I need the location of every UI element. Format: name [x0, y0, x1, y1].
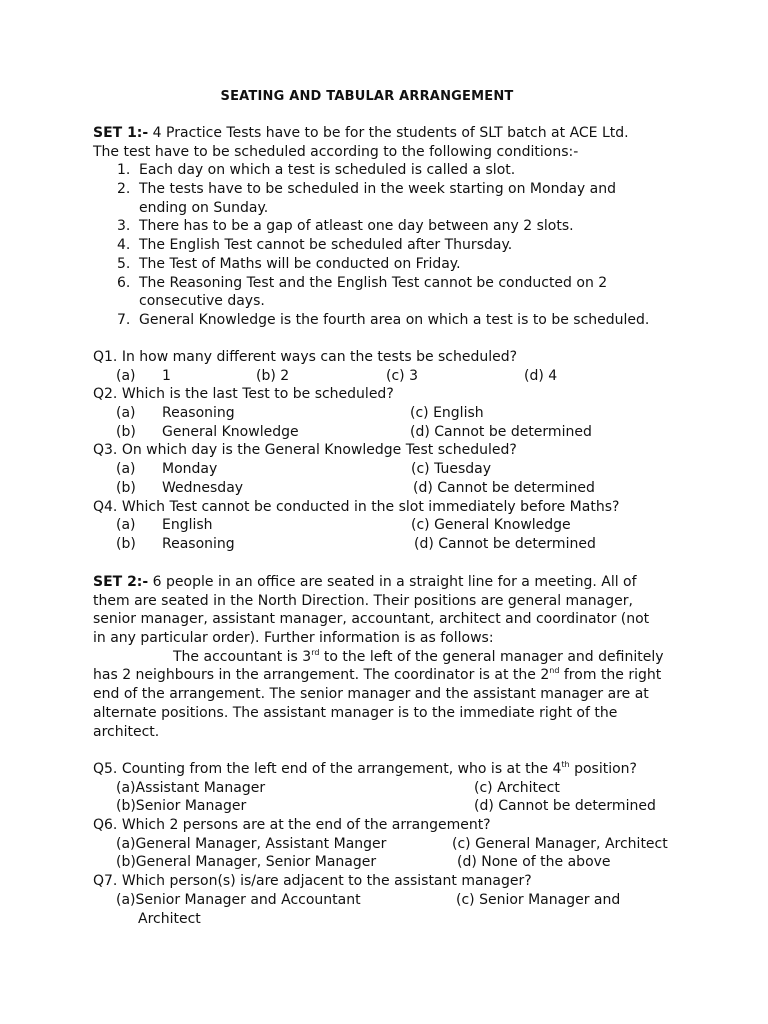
condition-item: 7. General Knowledge is the fourth area on which a test is to be scheduled. — [117, 311, 650, 328]
q4-option-b: Reasoning — [162, 535, 235, 552]
set1-section — [93, 124, 693, 330]
q1-options — [93, 367, 693, 386]
page-title: SEATING AND TABULAR ARRANGEMENT — [220, 89, 514, 104]
q3-options-row2: (b) Wednesday (d) Cannot be determined — [116, 479, 595, 496]
q3-options-row1: (a) Monday (c) Tuesday — [116, 461, 492, 478]
q1-option-d: (d) 4 — [524, 367, 558, 384]
q3-option-b: Wednesday — [162, 479, 244, 496]
q6-option-a: (a)General Manager, Assistant Manger — [116, 835, 387, 852]
q4-option-c: (c) General Knowledge — [411, 517, 571, 534]
question-q6: Q6. Which 2 persons are at the end of the arrangement? — [93, 817, 491, 834]
q1-option-a: 1 — [162, 367, 171, 384]
q1-option-b: (b) 2 — [256, 367, 290, 384]
q2-option-b: General Knowledge — [162, 423, 299, 440]
set1-intro-2: The test have to be scheduled according to the following conditions:- — [93, 143, 579, 160]
conditions-list — [93, 161, 693, 329]
q1-option-c: (c) 3 — [386, 367, 418, 384]
set1-label: SET 1:- — [93, 125, 149, 141]
q5-options-row1 — [93, 779, 693, 798]
q2-options-row2: (b) General Knowledge (d) Cannot be determined — [116, 423, 592, 440]
q4-option-a: English — [162, 517, 213, 534]
q6-option-d: (d) None of the above — [457, 854, 611, 871]
condition-item: 1. Each day on which a test is scheduled is called a slot. — [117, 162, 516, 179]
set2-section: SET 2:- 6 people in an office are seated in a straight line for a meeting. All of them are seated in the North Direction. Their positions are general manager, senior manager, assistant manager, accountant, architect and coordinator (not in any particular order). Further information is as follows: The accountant is 3rd to the left of the general manager and definitely has 2 neighbours in the arrangement. The coordinator is at the 2nd from the right end of the arrangement. The senior manager and the assistant manager are at alternate positions. The assistant manager is to the immediate right of the architect. — [93, 573, 693, 741]
q5-option-a: (a)Assistant Manager — [116, 779, 266, 796]
set2-label: SET 2:- — [93, 574, 149, 590]
condition-item: 4. The English Test cannot be scheduled after Thursday. — [117, 237, 513, 254]
q3-option-a: Monday — [162, 461, 218, 478]
condition-item: 5. The Test of Maths will be conducted on Friday. — [117, 255, 461, 272]
q6-option-b: (b)General Manager, Senior Manager — [116, 854, 377, 871]
question-q3: Q3. On which day is the General Knowledge Test scheduled? — [93, 442, 517, 459]
q2-option-d: (d) Cannot be determined — [410, 423, 592, 440]
set2-questions — [93, 760, 693, 928]
q2-option-c: (c) English — [410, 405, 484, 422]
q7-option-a: (a)Senior Manager and Accountant — [116, 891, 361, 908]
question-q5: Q5. Counting from the left end of the arrangement, who is at the 4th position? — [93, 760, 637, 777]
q4-option-d: (d) Cannot be determined — [414, 535, 596, 552]
q5-option-d: (d) Cannot be determined — [474, 798, 656, 815]
q3-option-c: (c) Tuesday — [411, 461, 492, 478]
q5-option-b: (b)Senior Manager — [116, 798, 247, 815]
q6-options-row2 — [93, 853, 693, 872]
condition-item: 6. The Reasoning Test and the English Test cannot be conducted on 2 consecutive days. — [117, 274, 608, 310]
set1-questions — [93, 348, 693, 554]
question-q4: Q4. Which Test cannot be conducted in the slot immediately before Maths? — [93, 498, 620, 515]
q7-options-row2 — [93, 910, 693, 929]
q2-option-a: Reasoning — [162, 405, 235, 422]
q7-option-a-cont: Architect — [138, 910, 201, 927]
set2-info: The accountant is 3rd to the left of the general manager and definitely — [173, 647, 664, 665]
question-q7: Q7. Which person(s) is/are adjacent to the assistant manager? — [93, 873, 532, 890]
q6-option-c: (c) General Manager, Architect — [452, 835, 668, 852]
question-q2: Q2. Which is the last Test to be scheduled? — [93, 386, 394, 403]
q1-option-a-key: (a) — [116, 367, 136, 384]
condition-item: 3. There has to be a gap of atleast one day between any 2 slots. — [117, 218, 574, 235]
condition-item: 2. The tests have to be scheduled in the week starting on Monday and ending on Sunday. — [117, 181, 616, 216]
q5-options-row2 — [93, 797, 693, 816]
q5-option-c: (c) Architect — [474, 779, 560, 796]
q2-options-row1: (a) Reasoning (c) English — [116, 405, 484, 422]
question-q1: Q1. In how many different ways can the tests be scheduled? — [93, 349, 518, 365]
q4-options-row2: (b) Reasoning (d) Cannot be determined — [116, 535, 596, 552]
set1-intro: SET 1:- 4 Practice Tests have to be for the students of SLT batch at ACE Ltd. — [93, 125, 629, 141]
q7-option-c: (c) Senior Manager and — [456, 891, 621, 908]
set2-intro: SET 2:- 6 people in an office are seated in a straight line for a meeting. All of — [93, 574, 637, 590]
q7-options-row1 — [93, 891, 693, 910]
q3-option-d: (d) Cannot be determined — [413, 479, 595, 496]
q6-options-row1 — [93, 835, 693, 854]
q4-options-row1: (a) English (c) General Knowledge — [116, 517, 571, 534]
